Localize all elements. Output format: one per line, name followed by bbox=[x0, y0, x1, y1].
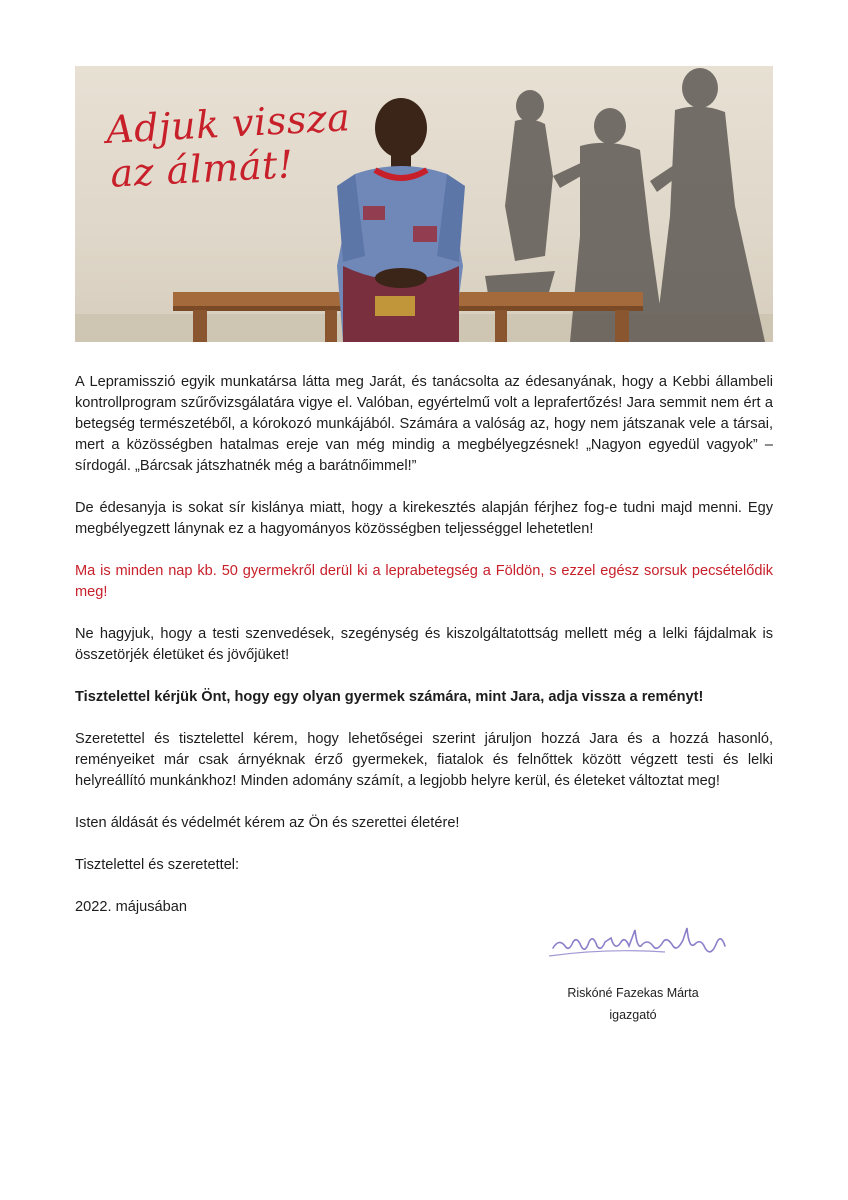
letter-body bbox=[75, 372, 773, 939]
paragraph-1: A Lepramisszió egyik munkatársa látta meg Jarát, és tanácsolta az édesanyának, hogy a Kebbi állambeli kontrollprogram szűrővizsgálatára vigye el. Valóban, egyértelmű volt a leprafertőzés! Jara semmit nem ért a betegség természetéből, a kórokozó munkájából. Számára a valóság az, hogy nem játszanak vele a társai, mert a közösségben hatalmas ereje van még mindig a megbélyegzésnek! „Nagyon egyedül vagyok” – sírdogál. „Bárcsak játszhatnék még a barátnőimmel!” bbox=[75, 374, 773, 474]
signer-title: igazgató bbox=[609, 1008, 657, 1022]
signer-name: Riskóné Fazekas Márta bbox=[567, 986, 699, 1000]
handwritten-signature bbox=[545, 918, 745, 968]
highlight-paragraph: Ma is minden nap kb. 50 gyermekről derül ki a leprabetegség a Földön, s ezzel egész sorsuk pecsételődik meg! bbox=[75, 563, 773, 600]
paragraph-2: De édesanyja is sokat sír kislánya miatt, hogy a kirekesztés alapján férjhez fog-e tudni majd menni. Egy megbélyegzett lánynak ez a hagyományos közösségben teljességgel lehetetlen! bbox=[75, 500, 773, 537]
girl-figure bbox=[337, 98, 465, 342]
closing: Tisztelettel és szeretettel: bbox=[75, 857, 240, 873]
blessing: Isten áldását és védelmét kérem az Ön és szerettei életére! bbox=[75, 815, 460, 831]
headline-line-2: az álmát! bbox=[109, 142, 295, 196]
hero-image bbox=[75, 66, 773, 342]
signer-block bbox=[548, 982, 718, 1026]
bold-appeal: Tisztelettel kérjük Önt, hogy egy olyan gyermek számára, mint Jara, adja vissza a reményt! bbox=[75, 689, 704, 705]
headline bbox=[105, 95, 354, 196]
paragraph-4: Ne hagyjuk, hogy a testi szenvedések, szegénység és kiszolgáltatottság mellett még a lelki fájdalmak is összetörjék életüket és jövőjüket! bbox=[75, 626, 773, 663]
paragraph-6: Szeretettel és tisztelettel kérem, hogy lehetőségei szerint járuljon hozzá Jara és a hozzá hasonló, reményeiket már csak árnyéknak érző gyermekek, fiatalok és felnőttek között végzett testi és lelki helyreállító munkánkhoz! Minden adomány számít, a legjobb helyre kerül, és életeket változtat meg! bbox=[75, 731, 773, 789]
date: 2022. májusában bbox=[75, 899, 187, 915]
headline-line-1: Adjuk vissza bbox=[105, 95, 352, 152]
